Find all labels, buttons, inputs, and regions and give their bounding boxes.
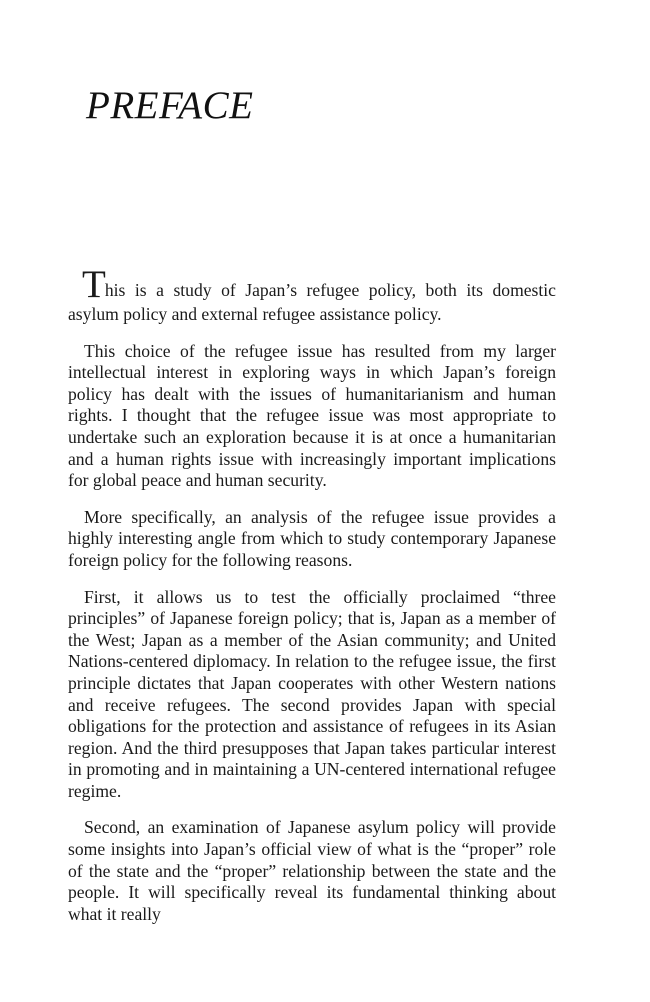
paragraph-1 xyxy=(68,265,556,326)
paragraph-2: This choice of the refugee issue has resulted from my larger intellectual interest in exploring ways in which Japan’s foreign policy has dealt with the issues of humanitarianism and human rights. I thought that the refugee issue was most appropriate to undertake such an exploration because it is at once a humanitarian and a human rights issue with increasingly important implications for global peace and human security. xyxy=(68,340,556,491)
chapter-heading: PREFACE xyxy=(86,84,254,127)
preface-body xyxy=(68,265,556,940)
paragraph-3: More specifically, an analysis of the refugee issue provides a highly interesting angle from which to study contemporary Japanese foreign policy for the following reasons. xyxy=(68,506,556,570)
paragraph-4: First, it allows us to test the officially proclaimed “three principles” of Japanese foreign policy; that is, Japan as a member of the West; Japan as a member of the Asian community; and United Nations-centered diplomacy. In relation to the refugee issue, the first principle dictates that Japan cooperates with other Western nations and receive refugees. The second provides Japan with special obligations for the protection and assistance of refugees in its Asian region. And the third presupposes that Japan takes particular interest in promoting and in maintaining a UN-centered international refugee regime. xyxy=(68,586,556,801)
drop-cap-letter: T xyxy=(82,263,106,306)
paragraph-1-text: his is a study of Japan’s refugee policy, both its domestic asylum policy and external refugee assistance policy. xyxy=(68,280,556,324)
paragraph-5: Second, an examination of Japanese asylum policy will provide some insights into Japan’s official view of what is the “proper” role of the state and the “proper” relationship between the state and the people. It will specifically reveal its fundamental thinking about what it really xyxy=(68,817,556,924)
